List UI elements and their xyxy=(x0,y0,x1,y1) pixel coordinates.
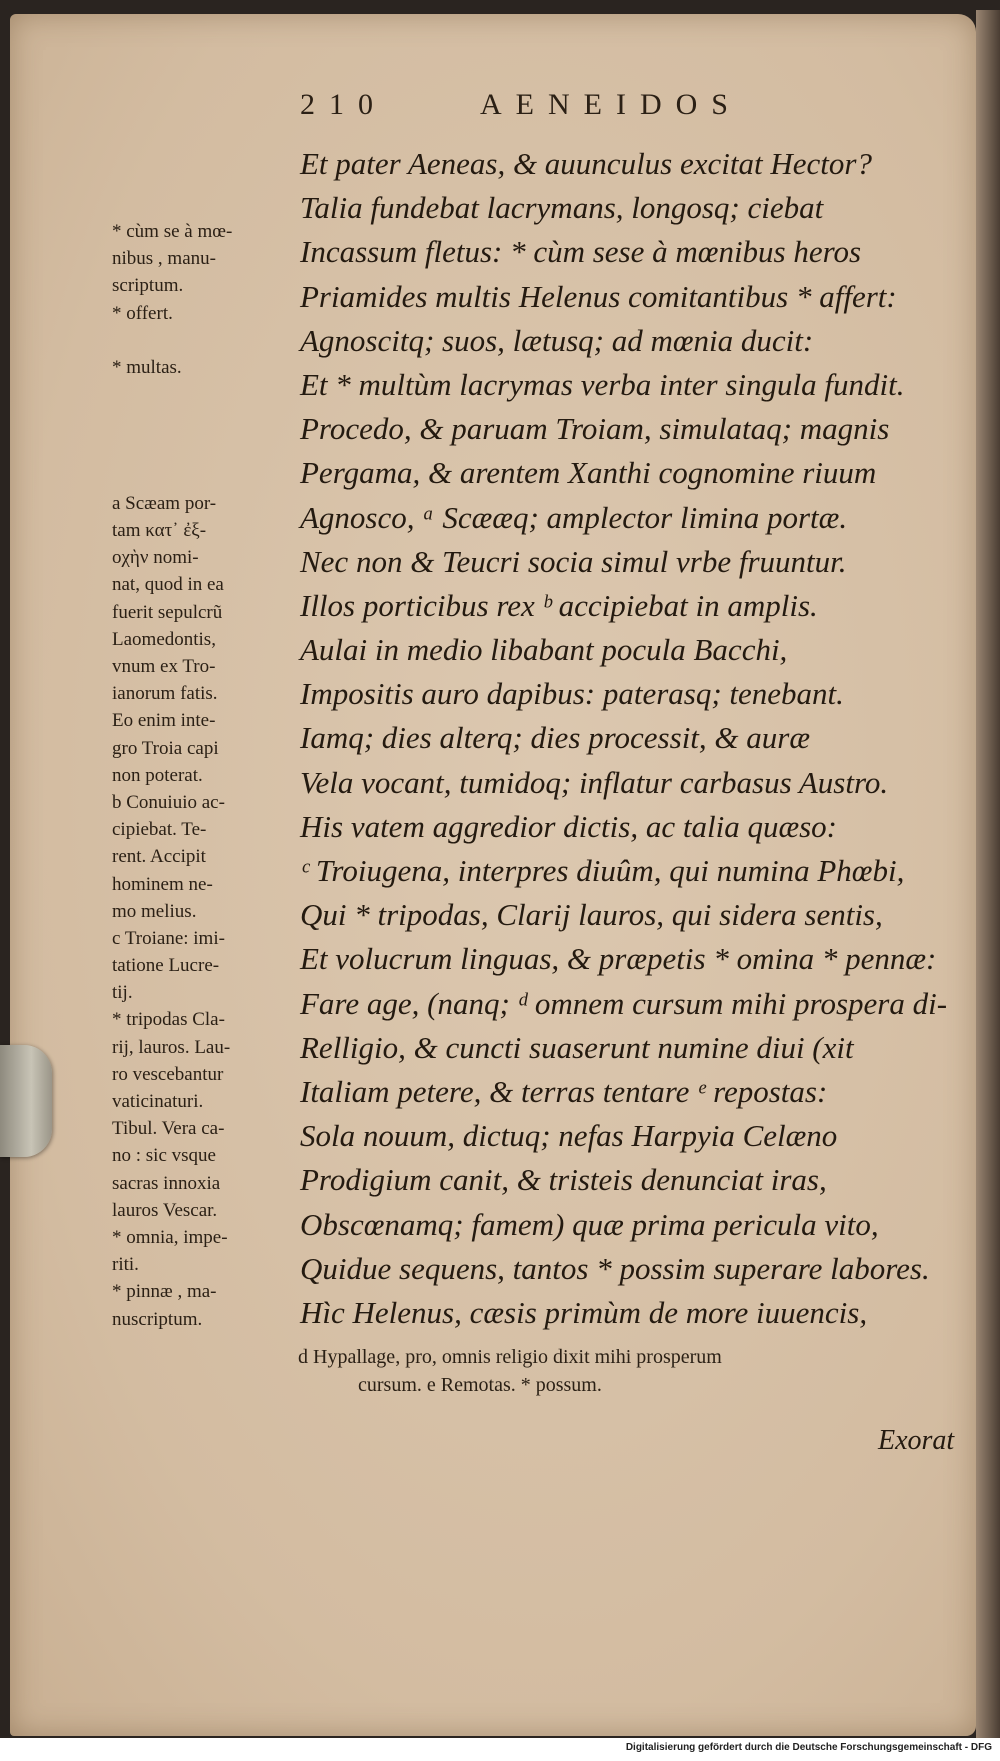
margin-note-line: riti. xyxy=(112,1254,139,1276)
margin-note-line: * offert. xyxy=(112,302,173,324)
digitization-credit: Digitalisierung gefördert durch die Deutsche Forschungsgemeinschaft - DFG xyxy=(625,1742,992,1753)
footnote-line: cursum. e Remotas. * possum. xyxy=(358,1374,602,1396)
margin-note-line: scriptum. xyxy=(112,275,184,297)
verse-line: Procedo, & paruam Troiam, simulataq; magnis xyxy=(300,411,890,447)
margin-note-line: hominem ne- xyxy=(112,873,213,895)
margin-note-line: mo melius. xyxy=(112,900,197,922)
verse-line: Talia fundebat lacrymans, longosq; ciebat xyxy=(300,190,824,226)
verse-line: Et pater Aeneas, & auunculus excitat Hector? xyxy=(300,146,872,181)
margin-note-line: b Conuiuio ac- xyxy=(112,791,225,813)
margin-note-line: * cùm se à mœ- xyxy=(112,221,233,242)
margin-note-line: οχὴν nomi- xyxy=(112,547,199,569)
verse-line: Illos porticibus rex ᵇ accipiebat in amplis. xyxy=(300,587,818,623)
verse-line: Aulai in medio libabant pocula Bacchi, xyxy=(300,632,788,668)
verse-line: Incassum fletus: * cùm sese à mœnibus heros xyxy=(300,234,862,270)
margin-note-line: ianorum fatis. xyxy=(112,683,218,705)
margin-note-line: tatione Lucre- xyxy=(112,955,220,977)
margin-note-line: rij, lauros. Lau- xyxy=(112,1036,231,1058)
margin-note-line: c Troiane: imi- xyxy=(112,927,225,949)
margin-note-line: Eo enim inte- xyxy=(112,710,216,732)
margin-note-line: no : sic vsque xyxy=(112,1145,216,1167)
margin-note-line: Laomedontis, xyxy=(112,628,216,650)
verse-line: Quidue sequens, tantos * possim superare labores. xyxy=(300,1250,930,1286)
margin-note-line: nuscriptum. xyxy=(112,1308,203,1330)
verse-line: Italiam petere, & terras tentare ᵉ repostas: xyxy=(300,1073,828,1109)
margin-note-line: ro vescebantur xyxy=(112,1063,224,1085)
margin-note-line xyxy=(112,463,292,490)
verse-line: Vela vocant, tumidoq; inflatur carbasus Austro. xyxy=(300,764,889,800)
verse-line: Priamides multis Helenus comitantibus * affert: xyxy=(300,278,897,314)
verse-line: Pergama, & arentem Xanthi cognomine riuum xyxy=(300,455,877,491)
margin-note-line: * tripodas Cla- xyxy=(112,1009,225,1031)
margin-note-line: * omnia, impe- xyxy=(112,1226,228,1248)
verse-text xyxy=(300,142,980,1335)
verse-line: Qui * tripodas, Clarij lauros, qui sidera sentis, xyxy=(300,897,883,933)
margin-note-line: vaticinaturi. xyxy=(112,1091,204,1112)
verse-line: ᶜ Troiugena, interpres diuûm, qui numina Phœbi, xyxy=(300,853,905,888)
margin-note-line xyxy=(112,408,292,435)
verse-line: Nec non & Teucri socia simul vrbe fruuntur. xyxy=(300,543,847,579)
verse-line: Hìc Helenus, cæsis primùm de more iuuencis, xyxy=(300,1294,868,1330)
margin-note-line: lauros Vescar. xyxy=(112,1199,218,1221)
page-header xyxy=(300,88,820,128)
verse-line: Prodigium canit, & tristeis denunciat iras, xyxy=(300,1162,827,1198)
margin-note-line: nat, quod in ea xyxy=(112,574,224,596)
margin-note-line: * pinnæ , ma- xyxy=(112,1281,217,1303)
margin-note-line: sacras innoxia xyxy=(112,1172,221,1194)
margin-note-line: cipiebat. Te- xyxy=(112,819,207,841)
verse-line: Et volucrum linguas, & præpetis * omina * pennæ: xyxy=(300,941,937,977)
verse-line: Agnosco, ᵃ Scææq; amplector limina portæ. xyxy=(300,499,848,535)
margin-note-line: non poterat. xyxy=(112,764,203,786)
running-head: AENEIDOS xyxy=(480,88,742,121)
verse-line: His vatem aggredior dictis, ac talia quæso: xyxy=(300,808,838,844)
verse-line: Sola nouum, dictuq; nefas Harpyia Celæno xyxy=(300,1118,838,1154)
verse-line: Fare age, (nanq; ᵈ omnem cursum mihi prospera di- xyxy=(300,985,948,1021)
margin-note-line: * multas. xyxy=(112,356,182,378)
margin-note-line: a Scæam por- xyxy=(112,492,217,514)
margin-note-line: gro Troia capi xyxy=(112,737,219,759)
margin-note-line: tam κατ᾽ ἐξ- xyxy=(112,520,207,542)
footnote-line: d Hypallage, pro, omnis religio dixit mihi prosperum xyxy=(298,1346,722,1368)
margin-note-line xyxy=(112,381,292,408)
margin-note-line: rent. Accipit xyxy=(112,846,206,868)
margin-note-line xyxy=(112,436,292,463)
margin-note-line: Tibul. Vera ca- xyxy=(112,1118,225,1140)
margin-note-line: vnum ex Tro- xyxy=(112,656,216,677)
margin-notes xyxy=(112,218,292,1333)
verse-line: Iamq; dies alterq; dies processit, & auræ xyxy=(300,720,811,756)
verse-line: Et * multùm lacrymas verba inter singula fundit. xyxy=(300,366,905,402)
margin-note-line xyxy=(112,327,292,354)
verse-line: Impositis auro dapibus: paterasq; tenebant. xyxy=(300,676,844,712)
footnotes xyxy=(298,1343,978,1399)
book-clip xyxy=(0,1045,52,1157)
margin-note-line: tij. xyxy=(112,982,133,1004)
margin-note-line: nibus , manu- xyxy=(112,248,216,270)
verse-line: Relligio, & cuncti suaserunt numine diui (xit xyxy=(300,1029,854,1065)
margin-note-line: fuerit sepulcrũ xyxy=(112,601,223,623)
verse-line: Agnoscitq; suos, lætusq; ad mœnia ducit: xyxy=(300,322,814,358)
catchword: Exorat xyxy=(878,1425,955,1456)
page-number: 210 xyxy=(300,88,387,121)
verse-line: Obscœnamq; famem) quæ prima pericula vito, xyxy=(300,1206,879,1242)
